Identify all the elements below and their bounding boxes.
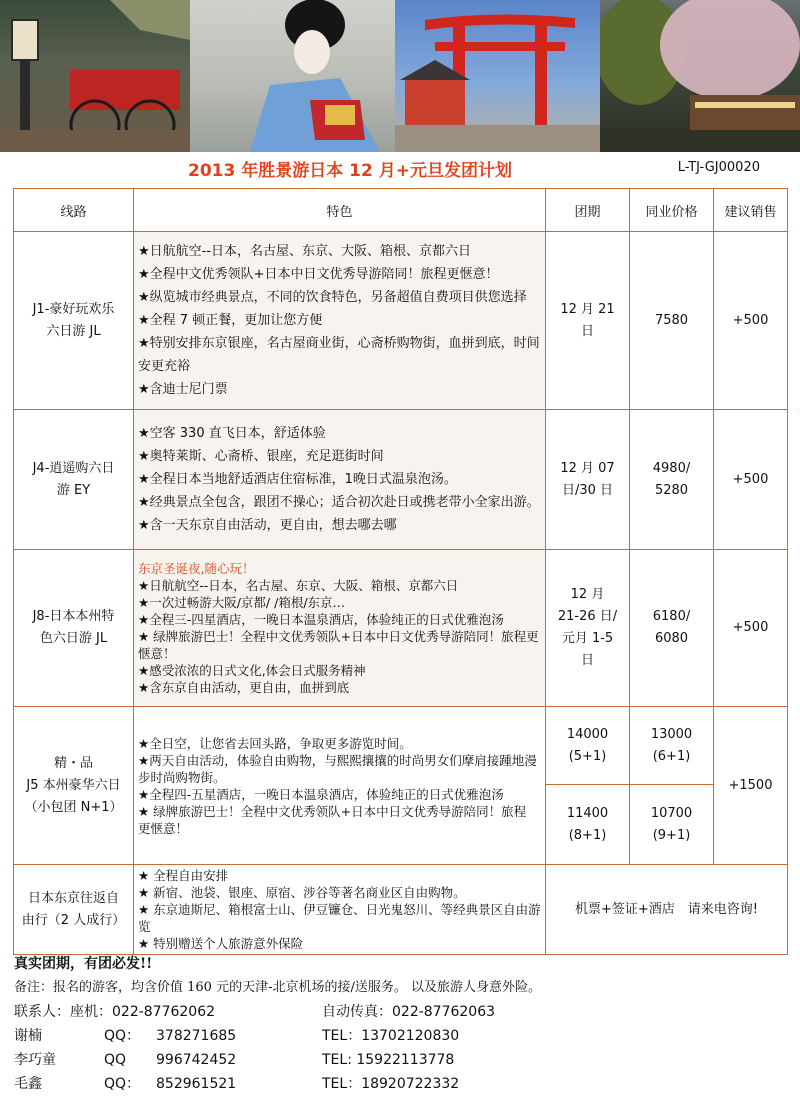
table-row	[14, 410, 788, 550]
contact-name: 李巧童	[14, 1052, 56, 1068]
banner-photo-geisha	[190, 0, 395, 152]
feature-item: ★ 新宿、池袋、银座、原宿、涉谷等著名商业区自由购物。	[138, 885, 466, 900]
date-line: 14000	[566, 726, 609, 742]
features-cell	[134, 410, 546, 550]
suggest-cell: +1500	[714, 707, 788, 865]
date-line: 日	[580, 653, 594, 668]
date-line: (5+1)	[568, 748, 607, 764]
feature-item: ★感受浓浓的日式文化,体会日式服务精神	[138, 663, 366, 678]
inquiry-note: 机票+签证+酒店 请来电咨询!	[546, 865, 788, 955]
price-cell	[630, 707, 714, 785]
contact-name: 毛鑫	[14, 1076, 42, 1092]
feature-item: ★纵览城市经典景点，不同的饮食特色，另备超值自费项目供您选择	[138, 290, 527, 305]
contact-person	[14, 1072, 794, 1096]
feature-item: ★含迪士尼门票	[138, 382, 228, 397]
route-name-line: （小包团 N+1）	[24, 799, 123, 815]
banner-photo-sakura	[600, 0, 800, 152]
date-line: 12 月 21	[560, 301, 615, 317]
feature-item: ★ 全程自由安排	[138, 868, 229, 883]
table-header-row	[14, 189, 788, 232]
features-cell	[134, 550, 546, 707]
feature-item: ★全程中文优秀领队+日本中日文优秀导游陪同！旅程更惬意！	[138, 267, 499, 282]
feature-item: ★空客 330 直飞日本，舒适体验	[138, 426, 326, 441]
date-line: 12 月 07	[560, 460, 615, 476]
price-cell	[630, 232, 714, 410]
feature-item: ★奥特莱斯、心斋桥、银座，充足逛街时间	[138, 449, 384, 464]
price-line: 13000	[650, 726, 693, 742]
highlight-text: 东京圣诞夜,随心玩！	[138, 561, 255, 576]
banner-photo-rickshaws	[0, 0, 190, 152]
feature-item: ★日航航空--日本，名古屋、东京、大阪、箱根、京都六日	[138, 244, 472, 259]
route-cell	[14, 707, 134, 865]
suggest-cell: +500	[714, 410, 788, 550]
torii-illustration	[395, 0, 600, 152]
contact-name: 谢楠	[14, 1028, 42, 1044]
feature-item: ★全程日本当地舒适酒店住宿标准，1晚日式温泉泡汤。	[138, 472, 457, 487]
qq-label: QQ：	[104, 1076, 141, 1092]
features-cell	[134, 707, 546, 865]
route-name-line: J1-豪好玩欢乐	[32, 301, 115, 317]
dates-cell	[546, 707, 630, 785]
price-cell	[630, 410, 714, 550]
price-line: 10700	[650, 805, 693, 821]
date-line: 11400	[566, 805, 609, 821]
feature-item: ★日航航空--日本，名古屋、东京、大阪、箱根、京都六日	[138, 578, 459, 593]
feature-item: ★特别安排东京银座，名古屋商业街，心斋桥购物街，血拼到底，时间安更充裕	[138, 336, 540, 374]
qq-number: 378271685	[156, 1028, 237, 1044]
header-route: 线路	[14, 189, 134, 232]
contact-person	[14, 1024, 794, 1048]
price-line: 5280	[654, 482, 689, 498]
route-cell	[14, 232, 134, 410]
table-row	[14, 707, 788, 785]
table-row	[14, 550, 788, 707]
price-line: (9+1)	[652, 827, 691, 843]
header-suggest: 建议销售	[714, 189, 788, 232]
feature-item: ★ 东京迪斯尼、箱根富士山、伊豆镰仓、日光鬼怒川、等经典景区自由游览	[138, 902, 541, 934]
route-name-line: 色六日游 JL	[39, 631, 108, 646]
route-name-line: J4-逍遥购六日	[32, 460, 115, 476]
table-row	[14, 865, 788, 955]
geisha-illustration	[190, 0, 395, 152]
route-name-line: J8-日本本州特	[32, 609, 115, 624]
feature-item: ★含东京自由活动，更自由，血拼到底	[138, 680, 350, 695]
banner	[0, 0, 800, 152]
contact-line	[14, 1000, 794, 1024]
route-name-line: 日本东京往返自	[27, 890, 119, 906]
phone-number: TEL: 15922113778	[322, 1052, 455, 1068]
feature-item: ★全程四-五星酒店，一晚日本温泉酒店，体验纯正的日式优雅泡汤	[138, 786, 504, 802]
tour-plan-table	[13, 188, 788, 955]
features-cell	[134, 232, 546, 410]
contact-person	[14, 1048, 794, 1072]
dates-cell	[546, 550, 630, 707]
feature-item: ★全日空，让您省去回头路，争取更多游览时间。	[138, 735, 412, 751]
dates-cell	[546, 410, 630, 550]
qq-label: QQ：	[104, 1028, 141, 1044]
date-line: 12 月	[570, 587, 605, 602]
route-name-line: J5 本州豪华六日	[26, 777, 121, 793]
price-line: 6180/	[652, 609, 691, 624]
remark: 备注：报名的游客，均含价值 160 元的天津-北京机场的接/送服务。 以及旅游人身意外险。	[14, 980, 541, 995]
header-price: 同业价格	[630, 189, 714, 232]
date-line: (8+1)	[568, 827, 607, 843]
price-line: 6080	[654, 631, 689, 646]
phone-number: TEL：18920722332	[322, 1076, 460, 1092]
feature-item: ★一次过畅游大阪/京都/ /箱根/东京…	[138, 595, 346, 610]
route-name-line: 精・品	[53, 755, 93, 771]
sakura-illustration	[600, 0, 800, 152]
date-line: 21-26 日/	[557, 609, 618, 624]
footer	[14, 952, 794, 1096]
price-line: 7580	[654, 312, 689, 328]
rickshaw-illustration	[0, 0, 190, 152]
dates-cell	[546, 232, 630, 410]
contact-label: 联系人：座机：022-87762062	[14, 1004, 216, 1020]
feature-item: ★两天自由活动，体验自由购物，与熙熙攘攘的时尚男女们摩肩接踵地漫步时尚购物街。	[138, 752, 537, 785]
fax: 自动传真：022-87762063	[322, 1004, 496, 1020]
slogan: 真实团期，有团必发!!	[14, 956, 153, 972]
price-cell	[630, 550, 714, 707]
price-line: (6+1)	[652, 748, 691, 764]
price-line: 4980/	[652, 460, 691, 476]
feature-item: ★全程三-四星酒店，一晚日本温泉酒店，体验纯正的日式优雅泡汤	[138, 612, 504, 627]
product-code: L-TJ-GJ00020	[677, 160, 760, 175]
banner-photo-torii	[395, 0, 600, 152]
dates-cell	[546, 785, 630, 865]
feature-item: ★经典景点全包含，跟团不操心；适合初次赴日或携老带小全家出游。	[138, 495, 540, 510]
feature-item: ★全程 7 顿正餐，更加让您方便	[138, 313, 323, 328]
feature-item: ★含一天东京自由活动，更自由，想去哪去哪	[138, 518, 397, 533]
date-line: 日/30 日	[561, 482, 614, 498]
route-cell	[14, 410, 134, 550]
header-features: 特色	[134, 189, 546, 232]
feature-item: ★ 绿牌旅游巴士！全程中文优秀领队+日本中日文优秀导游陪同！旅程 更惬意！	[138, 803, 527, 836]
route-name-line: 游 EY	[56, 482, 91, 498]
route-cell	[14, 550, 134, 707]
route-cell	[14, 865, 134, 955]
phone-number: TEL：13702120830	[322, 1028, 460, 1044]
price-cell	[630, 785, 714, 865]
qq-label: QQ	[104, 1052, 127, 1068]
date-line: 日	[580, 323, 594, 339]
header-dates: 团期	[546, 189, 630, 232]
date-line: 元月 1-5	[561, 631, 614, 646]
feature-item: ★ 特别赠送个人旅游意外保险	[138, 936, 304, 951]
suggest-cell: +500	[714, 550, 788, 707]
qq-number: 996742452	[156, 1052, 237, 1068]
suggest-cell: +500	[714, 232, 788, 410]
page-title: 2013 年胜景游日本 12 月+元旦发团计划	[188, 161, 512, 181]
feature-item: ★ 绿牌旅游巴士！全程中文优秀领队+日本中日文优秀导游陪同！旅程更惬意！	[138, 629, 539, 661]
route-name-line: 六日游 JL	[46, 323, 101, 339]
qq-number: 852961521	[156, 1076, 237, 1092]
features-cell	[134, 865, 546, 955]
route-name-line: 由行（2 人成行）	[21, 912, 126, 928]
title-row	[0, 152, 800, 186]
table-row	[14, 232, 788, 410]
